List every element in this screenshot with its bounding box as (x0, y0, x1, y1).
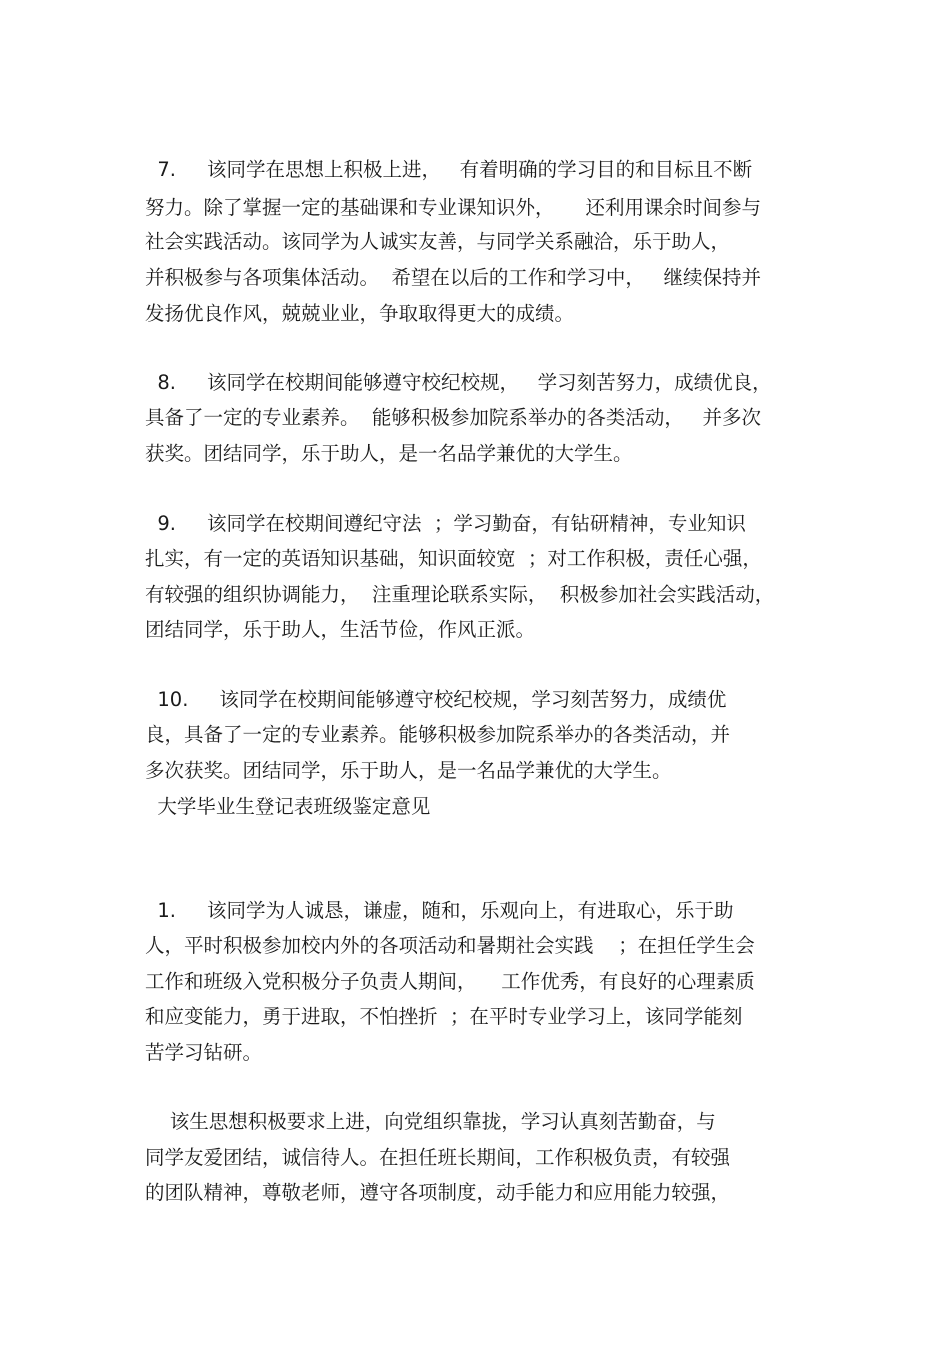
text-line: 团结同学，乐于助人，生活节俭，作风正派。 (145, 618, 536, 641)
text-line: 8. 该同学在校期间能够遵守校纪校规， 学习刻苦努力，成绩优良， (145, 371, 772, 394)
text-line: 并积极参与各项集体活动。 希望在以后的工作和学习中， 继续保持并 (145, 266, 761, 289)
text-line: 努力。除了掌握一定的基础课和专业课知识外， 还利用课余时间参与 (145, 196, 761, 219)
text-line: 同学友爱团结，诚信待人。在担任班长期间，工作积极负责，有较强 (145, 1146, 731, 1169)
text-line: 7. 该同学在思想上积极上进， 有着明确的学习目的和目标且不断 (145, 158, 753, 181)
text-line: 良，具备了一定的专业素养。能够积极参加院系举办的各类活动，并 (145, 723, 731, 746)
text-line: 具备了一定的专业素养。 能够积极参加院系举办的各类活动， 并多次 (145, 406, 761, 429)
text-line: 10. 该同学在校期间能够遵守校纪校规，学习刻苦努力，成绩优 (145, 688, 727, 711)
text-line: 人，平时积极参加校内外的各项活动和暑期社会实践 ；在担任学生会 (145, 934, 755, 957)
text-line: 9. 该同学在校期间遵纪守法 ；学习勤奋，有钻研精神，专业知识 (145, 512, 746, 535)
text-line: 和应变能力，勇于进取，不怕挫折 ；在平时专业学习上，该同学能刻 (145, 1005, 743, 1028)
text-line: 工作和班级入党积极分子负责人期间， 工作优秀，有良好的心理素质 (145, 970, 755, 993)
text-line: 该生思想积极要求上进，向党组织靠拢，学习认真刻苦勤奋，与 (145, 1110, 716, 1133)
text-line: 1. 该同学为人诚恳，谦虚，随和，乐观向上，有进取心，乐于助 (145, 899, 734, 922)
text-line: 的团队精神，尊敬老师，遵守各项制度，动手能力和应用能力较强， (145, 1181, 731, 1204)
section-title: 大学毕业生登记表班级鉴定意见 (145, 795, 431, 818)
text-line: 发扬优良作风，兢兢业业，争取取得更大的成绩。 (145, 302, 575, 325)
text-line: 有较强的组织协调能力， 注重理论联系实际， 积极参加社会实践活动， (145, 583, 775, 606)
text-line: 社会实践活动。该同学为人诚实友善，与同学关系融洽，乐于助人， (145, 230, 731, 253)
text-line: 多次获奖。团结同学，乐于助人，是一名品学兼优的大学生。 (145, 759, 672, 782)
text-line: 获奖。团结同学，乐于助人，是一名品学兼优的大学生。 (145, 442, 633, 465)
text-line: 苦学习钻研。 (145, 1041, 263, 1064)
text-line: 扎实，有一定的英语知识基础，知识面较宽 ；对工作积极，责任心强， (145, 547, 762, 570)
